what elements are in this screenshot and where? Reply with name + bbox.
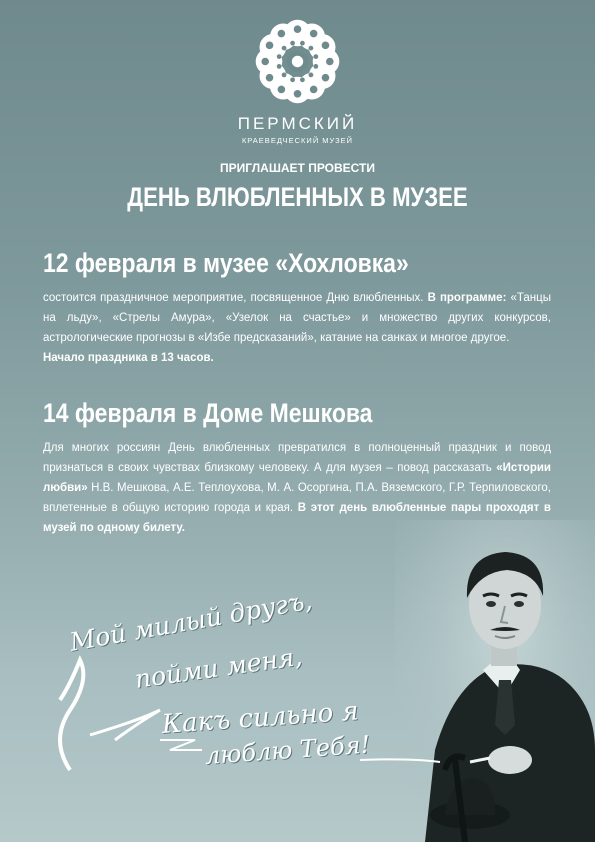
postcard-line-4: люблю Тебя! [204, 730, 372, 770]
section2-heading: 14 февраля в Доме Мешкова [43, 398, 373, 428]
postcard-line-2: пойми меня, [132, 641, 304, 694]
museum-subtitle: КРАЕВЕДЧЕСКИЙ МУЗЕЙ [241, 136, 354, 145]
section1-heading: 12 февраля в музее «Хохловка» [43, 248, 409, 278]
section1-text [43, 288, 551, 368]
page-title: ДЕНЬ ВЛЮБЛЕННЫХ В МУЗЕЕ [127, 182, 468, 212]
postcard-line-3: Какъ сильно я [160, 696, 360, 740]
postcard-line-1: Мой милый другъ, [67, 585, 315, 657]
section1-p1-bold: В программе: [427, 292, 507, 304]
postcard-swirl-decoration [30, 640, 590, 780]
section2-p2-bold: В этот день влюбленные пары проходят в музей по одному билету. [43, 502, 551, 534]
section2-p1: Для многих россиян День влюбленных превратился в полноценный праздник и повод признаться в своих чувствах близкому человеку. А для музея – повод рассказать [43, 442, 551, 474]
section2-p2: Н.В. Мешкова, А.Е. Теплоухова, М. А. Осоргина, П.А. Вяземского, Г.Р. Терпиловского, вплетенные в общую историю города и края. [43, 482, 551, 514]
section1-p2: «Танцы на льду», «Стрелы Амура», «Узелок на счастье» и множество других конкурсов, астрологические прогнозы в «Избе предсказаний», катание на санках и многое другое. [43, 292, 551, 344]
section1-start-time: Начало праздника в 13 часов. [43, 352, 214, 364]
section1-p1: состоится праздничное мероприятие, посвященное Дню влюбленных. [43, 292, 428, 304]
section2-p1-bold: «Истории любви» [43, 462, 551, 494]
museum-name: ПЕРМСКИЙ [237, 114, 358, 133]
invite-text: ПРИГЛАШАЕТ ПРОВЕСТИ [219, 161, 376, 175]
museum-logo-icon [250, 14, 345, 109]
